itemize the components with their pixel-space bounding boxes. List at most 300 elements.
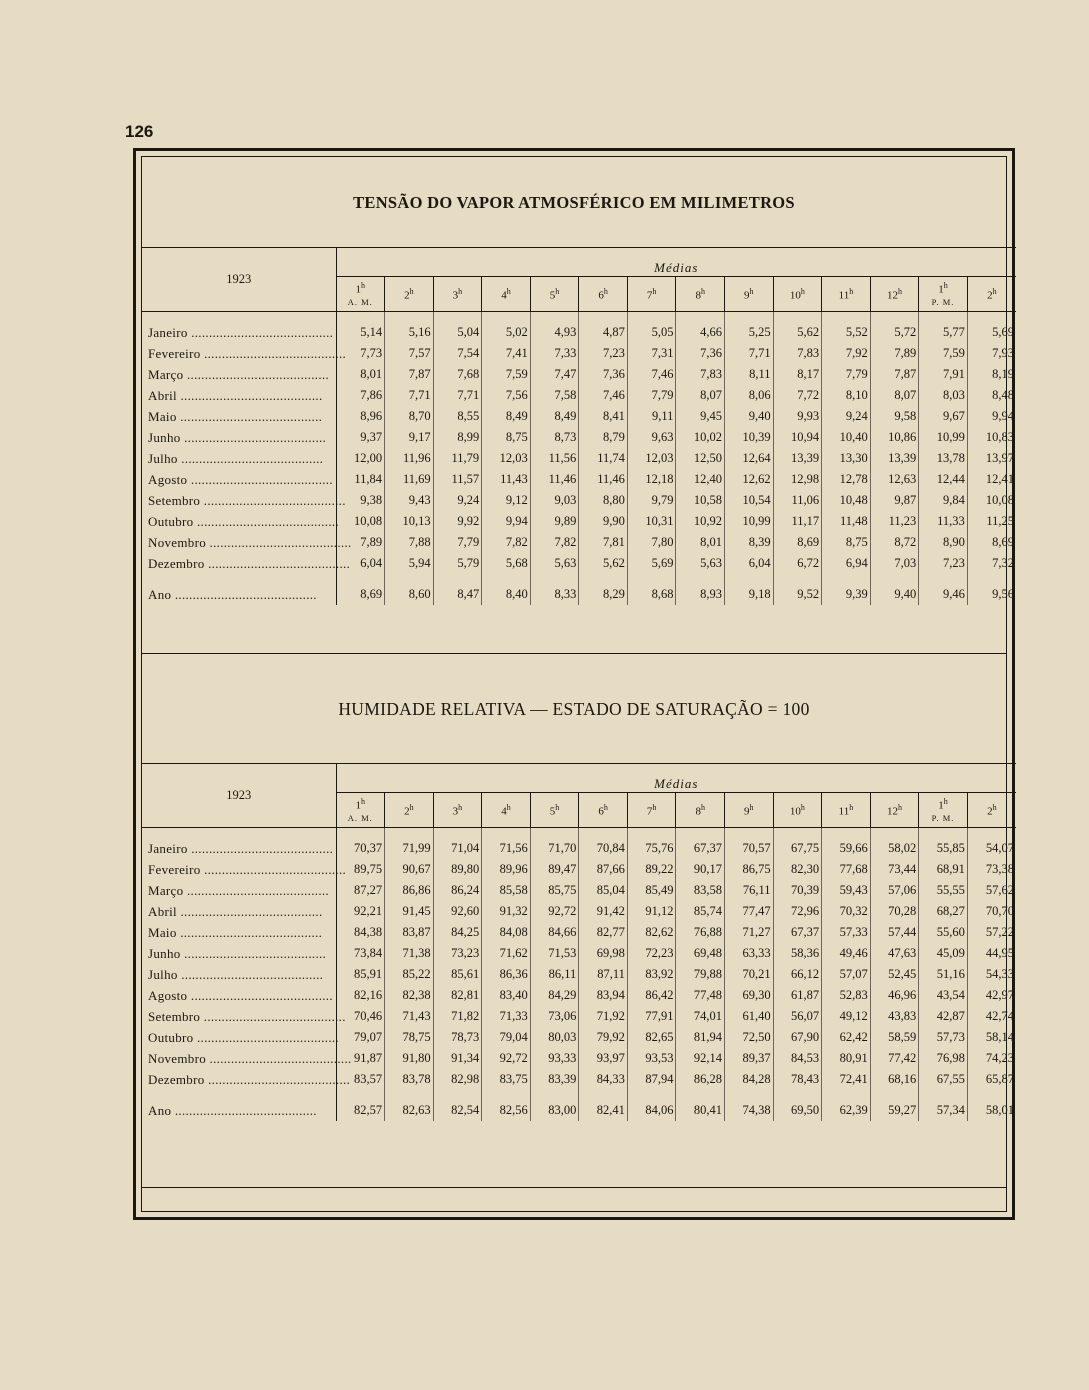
value-cell: 10,39 — [725, 427, 774, 448]
section-divider — [142, 653, 1006, 654]
value-cell: 75,76 — [627, 838, 676, 859]
value-cell: 47,63 — [870, 943, 919, 964]
page-number: 126 — [125, 122, 154, 141]
value-cell: 10,08 — [336, 511, 385, 532]
value-cell: 9,89 — [530, 511, 579, 532]
month-label — [142, 1100, 336, 1121]
leader-dots: ........................................ — [176, 924, 323, 940]
value-cell: 84,25 — [433, 922, 482, 943]
month-label — [142, 406, 336, 427]
leader-dots: ........................................ — [193, 1029, 339, 1045]
spacer-cell — [579, 1090, 628, 1100]
month-name: Janeiro — [148, 324, 188, 340]
leader-dots: ........................................ — [187, 840, 334, 856]
value-cell: 11,69 — [385, 469, 434, 490]
value-cell: 70,37 — [336, 838, 385, 859]
value-cell: 7,36 — [676, 343, 725, 364]
leader-dots: ........................................ — [171, 586, 317, 602]
month-label — [142, 1069, 351, 1090]
leader-dots: ........................................ — [187, 987, 333, 1003]
spacer-cell — [725, 574, 774, 584]
spacer-cell — [433, 1090, 482, 1100]
value-cell: 7,71 — [725, 343, 774, 364]
table-row — [142, 532, 1016, 553]
value-cell: 82,57 — [336, 1100, 385, 1121]
value-cell: 8,72 — [870, 532, 919, 553]
value-cell: 89,75 — [336, 859, 385, 880]
value-cell: 55,85 — [919, 838, 968, 859]
value-cell: 72,96 — [773, 901, 822, 922]
value-cell: 9,84 — [919, 490, 968, 511]
value-cell: 9,17 — [385, 427, 434, 448]
hour-suffix: h — [749, 287, 754, 297]
value-cell: 57,62 — [985, 883, 1015, 897]
value-cell: 84,53 — [773, 1048, 822, 1069]
value-cell: 8,93 — [676, 584, 725, 605]
value-cell: 67,90 — [773, 1027, 822, 1048]
value-cell: 10,31 — [627, 511, 676, 532]
month-label — [142, 838, 336, 859]
value-cell: 10,08 — [985, 493, 1015, 507]
month-label — [142, 985, 336, 1006]
value-cell: 61,87 — [773, 985, 822, 1006]
value-cell: 57,33 — [822, 922, 871, 943]
spacer-cell — [676, 312, 725, 323]
spacer-cell — [725, 312, 774, 323]
hour-header — [530, 793, 579, 828]
hour-suffix: h — [506, 803, 511, 813]
value-cell: 91,32 — [482, 901, 531, 922]
value-cell: 9,45 — [676, 406, 725, 427]
value-cell: 58,01 — [985, 1103, 1015, 1117]
spacer-cell — [385, 574, 434, 584]
value-cell: 8,17 — [773, 364, 822, 385]
value-cell: 92,72 — [530, 901, 579, 922]
table-row — [142, 943, 1016, 964]
value-cell: 5,77 — [919, 322, 968, 343]
value-cell: 12,50 — [676, 448, 725, 469]
month-name: Janeiro — [148, 840, 188, 856]
value-cell: 5,68 — [482, 553, 531, 574]
value-cell: 71,33 — [482, 1006, 531, 1027]
value-cell: 70,57 — [725, 838, 774, 859]
hour-number: 8 — [695, 805, 701, 818]
value-cell: 10,40 — [822, 427, 871, 448]
month-name: Abril — [148, 387, 177, 403]
spacer-cell — [919, 828, 968, 839]
value-cell: 7,57 — [385, 343, 434, 364]
value-cell: 7,58 — [530, 385, 579, 406]
hour-number: 1 — [938, 799, 944, 812]
spacer-cell — [773, 828, 822, 839]
value-cell: 8,41 — [579, 406, 628, 427]
value-cell: 6,94 — [822, 553, 871, 574]
hour-number: 1 — [355, 799, 362, 812]
value-cell: 70,46 — [336, 1006, 385, 1027]
hour-suffix: h — [749, 803, 754, 813]
value-cell: 77,42 — [870, 1048, 919, 1069]
table-row — [142, 448, 1016, 469]
spacer-row — [142, 574, 1016, 584]
hour-suffix: h — [506, 287, 511, 297]
table-frame — [133, 148, 1015, 1220]
value-cell: 5,05 — [627, 322, 676, 343]
value-cell: 5,63 — [676, 553, 725, 574]
value-cell: 87,66 — [579, 859, 628, 880]
value-cell: 5,04 — [433, 322, 482, 343]
value-cell: 7,31 — [627, 343, 676, 364]
value-cell: 7,36 — [579, 364, 628, 385]
value-cell: 7,46 — [579, 385, 628, 406]
value-cell: 5,62 — [579, 553, 628, 574]
value-cell: 10,13 — [385, 511, 434, 532]
value-cell: 8,07 — [676, 385, 725, 406]
value-cell: 8,75 — [822, 532, 871, 553]
spacer-cell — [870, 1090, 919, 1100]
value-cell: 83,92 — [627, 964, 676, 985]
value-cell: 79,92 — [579, 1027, 628, 1048]
value-cell: 8,68 — [627, 584, 676, 605]
value-cell: 44,95 — [985, 946, 1015, 960]
value-cell: 8,29 — [579, 584, 628, 605]
hour-suffix: h — [555, 803, 560, 813]
value-cell: 8,49 — [530, 406, 579, 427]
spacer-cell — [385, 312, 434, 323]
hour-header — [482, 793, 531, 828]
value-cell: 8,69 — [773, 532, 822, 553]
value-cell: 8,96 — [336, 406, 385, 427]
value-cell: 6,04 — [725, 553, 774, 574]
value-cell: 77,48 — [676, 985, 725, 1006]
leader-dots: ........................................ — [200, 1008, 346, 1024]
value-cell: 8,70 — [385, 406, 434, 427]
value-cell: 78,43 — [773, 1069, 822, 1090]
value-cell: 45,09 — [919, 943, 968, 964]
value-cell: 89,96 — [482, 859, 531, 880]
hour-number: 7 — [646, 289, 653, 302]
leader-dots: ........................................ — [183, 882, 329, 898]
value-cell: 46,96 — [870, 985, 919, 1006]
spacer-cell — [967, 312, 1016, 323]
value-cell: 84,28 — [725, 1069, 774, 1090]
month-label — [142, 964, 336, 985]
hour-number: 11 — [838, 289, 850, 302]
hour-number: 9 — [744, 289, 750, 302]
value-cell: 13,97 — [985, 451, 1015, 465]
value-cell: 73,44 — [870, 859, 919, 880]
hour-number: 12 — [886, 805, 898, 818]
spacer-cell — [336, 574, 385, 584]
value-cell: 56,07 — [773, 1006, 822, 1027]
header-row — [142, 764, 1016, 793]
value-cell: 42,74 — [985, 1009, 1015, 1023]
value-cell: 58,36 — [773, 943, 822, 964]
hour-number: 11 — [838, 805, 850, 818]
value-cell: 9,11 — [627, 406, 676, 427]
hour-suffix: h — [458, 803, 463, 813]
hour-suffix: h — [652, 287, 657, 297]
value-cell: 76,11 — [725, 880, 774, 901]
spacer-cell — [822, 574, 871, 584]
spacer-cell — [530, 574, 579, 584]
value-cell: 10,99 — [919, 427, 968, 448]
spacer-cell — [142, 1090, 336, 1100]
hour-suffix: h — [555, 287, 560, 297]
value-cell: 49,12 — [822, 1006, 871, 1027]
value-cell: 8,69 — [992, 535, 1015, 549]
value-cell: 9,90 — [579, 511, 628, 532]
spacer-cell — [967, 574, 1016, 584]
value-cell: 9,63 — [627, 427, 676, 448]
value-cell: 7,47 — [530, 364, 579, 385]
month-name: Abril — [148, 903, 177, 919]
leader-dots: ........................................ — [176, 408, 323, 424]
value-cell: 93,33 — [530, 1048, 579, 1069]
value-cell: 51,16 — [919, 964, 968, 985]
value-cell: 69,98 — [579, 943, 628, 964]
value-cell: 91,45 — [385, 901, 434, 922]
hour-header — [822, 793, 871, 828]
value-cell: 70,28 — [870, 901, 919, 922]
hour-number: 1 — [938, 283, 944, 296]
value-cell: 4,87 — [579, 322, 628, 343]
value-cell: 8,99 — [433, 427, 482, 448]
value-cell: 13,78 — [919, 448, 968, 469]
value-cell: 8,55 — [433, 406, 482, 427]
leader-dots: ........................................ — [187, 471, 333, 487]
value-cell: 92,21 — [336, 901, 385, 922]
spacer-cell — [530, 828, 579, 839]
table-row — [142, 964, 1016, 985]
value-cell: 67,75 — [773, 838, 822, 859]
spacer-cell — [579, 574, 628, 584]
value-cell: 80,41 — [676, 1100, 725, 1121]
value-cell: 85,61 — [433, 964, 482, 985]
value-cell: 8,19 — [992, 367, 1015, 381]
value-cell: 7,59 — [919, 343, 968, 364]
month-label — [142, 922, 336, 943]
value-cell: 8,07 — [870, 385, 919, 406]
value-cell: 93,53 — [627, 1048, 676, 1069]
spacer-cell — [822, 1090, 871, 1100]
value-cell: 85,58 — [482, 880, 531, 901]
spacer-cell — [725, 828, 774, 839]
hour-header — [530, 277, 579, 312]
month-label — [142, 553, 351, 574]
value-cell: 8,39 — [725, 532, 774, 553]
value-cell: 9,12 — [482, 490, 531, 511]
value-cell: 68,16 — [870, 1069, 919, 1090]
section-title: TENSÃO DO VAPOR ATMOSFÉRICO EM MILIMETROS — [353, 193, 795, 212]
hour-number: 8 — [695, 289, 701, 302]
value-cell: 82,41 — [579, 1100, 628, 1121]
value-cell: 77,47 — [725, 901, 774, 922]
value-cell: 7,73 — [336, 343, 385, 364]
value-cell: 91,34 — [433, 1048, 482, 1069]
hour-suffix: h — [700, 803, 705, 813]
value-cell: 9,52 — [773, 584, 822, 605]
month-name: Dezembro — [148, 1071, 205, 1087]
value-cell: 8,10 — [822, 385, 871, 406]
value-cell: 89,47 — [530, 859, 579, 880]
value-cell: 9,46 — [919, 584, 968, 605]
value-cell: 4,66 — [676, 322, 725, 343]
value-cell: 72,23 — [627, 943, 676, 964]
hour-period: A. M. — [347, 296, 373, 307]
table-frame-inner — [141, 156, 1015, 1212]
year-header: 1923 — [142, 248, 336, 312]
spacer-cell — [773, 1090, 822, 1100]
value-cell: 11,33 — [919, 511, 968, 532]
hour-header — [433, 793, 482, 828]
hour-suffix: h — [603, 287, 608, 297]
hour-number: 10 — [789, 289, 801, 302]
value-cell: 11,23 — [870, 511, 919, 532]
value-cell: 7,23 — [579, 343, 628, 364]
value-cell: 85,22 — [385, 964, 434, 985]
value-cell: 87,27 — [336, 880, 385, 901]
value-cell: 59,27 — [870, 1100, 919, 1121]
hour-period: A. M. — [347, 812, 373, 823]
month-label — [142, 427, 336, 448]
hour-header — [385, 793, 434, 828]
section-relative-humidity — [142, 657, 1015, 1217]
value-cell: 84,38 — [336, 922, 385, 943]
value-cell: 10,99 — [725, 511, 774, 532]
value-cell: 10,83 — [985, 430, 1015, 444]
value-cell: 12,40 — [676, 469, 725, 490]
value-cell: 85,75 — [530, 880, 579, 901]
value-cell: 86,24 — [433, 880, 482, 901]
spacer-cell — [433, 312, 482, 323]
value-cell: 10,02 — [676, 427, 725, 448]
value-cell: 5,79 — [433, 553, 482, 574]
month-label — [142, 343, 347, 364]
hour-header — [676, 277, 725, 312]
spacer-cell — [870, 574, 919, 584]
month-label — [142, 584, 336, 605]
value-cell: 90,67 — [385, 859, 434, 880]
value-cell: 82,65 — [627, 1027, 676, 1048]
value-cell: 70,84 — [579, 838, 628, 859]
value-cell: 12,62 — [725, 469, 774, 490]
hour-header — [725, 793, 774, 828]
spacer-cell — [870, 312, 919, 323]
value-cell: 43,54 — [919, 985, 968, 1006]
value-cell: 62,42 — [822, 1027, 871, 1048]
value-cell: 12,00 — [336, 448, 385, 469]
spacer-cell — [579, 312, 628, 323]
leader-dots: ........................................ — [176, 903, 323, 919]
value-cell: 71,53 — [530, 943, 579, 964]
value-cell: 5,14 — [336, 322, 385, 343]
month-name: Julho — [148, 450, 178, 466]
section-title: HUMIDADE RELATIVA — ESTADO DE SATURAÇÃO = 100 — [338, 699, 810, 719]
hour-number: 10 — [789, 805, 801, 818]
value-cell: 9,94 — [992, 409, 1015, 423]
spacer-cell — [336, 1090, 385, 1100]
table-row — [142, 343, 1016, 364]
leader-dots: ........................................ — [180, 945, 327, 961]
value-cell: 71,70 — [530, 838, 579, 859]
value-cell: 82,54 — [433, 1100, 482, 1121]
value-cell: 71,56 — [482, 838, 531, 859]
table-row — [142, 1100, 1016, 1121]
medias-header: Médias — [336, 764, 1016, 793]
spacer-cell — [142, 312, 336, 323]
hour-suffix: h — [361, 281, 366, 291]
value-cell: 7,56 — [482, 385, 531, 406]
hour-number: 4 — [501, 805, 507, 818]
value-cell: 12,78 — [822, 469, 871, 490]
value-cell: 70,70 — [985, 904, 1015, 918]
value-cell: 11,56 — [530, 448, 579, 469]
value-cell: 80,91 — [822, 1048, 871, 1069]
table-row — [142, 922, 1016, 943]
value-cell: 8,73 — [530, 427, 579, 448]
value-cell: 82,56 — [482, 1100, 531, 1121]
value-cell: 72,50 — [725, 1027, 774, 1048]
spacer-row — [142, 1090, 1016, 1100]
value-cell: 12,03 — [627, 448, 676, 469]
value-cell: 5,72 — [870, 322, 919, 343]
value-cell: 86,75 — [725, 859, 774, 880]
table-row — [142, 490, 1016, 511]
value-cell: 9,43 — [385, 490, 434, 511]
value-cell: 71,62 — [482, 943, 531, 964]
value-cell: 83,75 — [482, 1069, 531, 1090]
value-cell: 8,01 — [676, 532, 725, 553]
spacer-cell — [336, 312, 385, 323]
value-cell: 9,37 — [336, 427, 385, 448]
value-cell: 62,39 — [822, 1100, 871, 1121]
value-cell: 9,24 — [822, 406, 871, 427]
hour-number: 12 — [886, 289, 898, 302]
value-cell: 5,63 — [530, 553, 579, 574]
hour-header — [579, 277, 628, 312]
table-row — [142, 1006, 1016, 1027]
value-cell: 91,87 — [336, 1048, 385, 1069]
value-cell: 58,02 — [870, 838, 919, 859]
value-cell: 82,30 — [773, 859, 822, 880]
month-label — [142, 511, 339, 532]
table-row — [142, 901, 1016, 922]
value-cell: 7,59 — [482, 364, 531, 385]
value-cell: 12,03 — [482, 448, 531, 469]
hour-number: 2 — [404, 289, 410, 302]
spacer-cell — [385, 828, 434, 839]
value-cell: 49,46 — [822, 943, 871, 964]
table-row — [142, 880, 1016, 901]
value-cell: 7,72 — [773, 385, 822, 406]
month-label — [142, 880, 336, 901]
value-cell: 82,38 — [385, 985, 434, 1006]
value-cell: 7,23 — [919, 553, 968, 574]
value-cell: 7,87 — [870, 364, 919, 385]
table-row — [142, 469, 1016, 490]
leader-dots: ........................................ — [183, 366, 329, 382]
value-cell: 12,98 — [773, 469, 822, 490]
hour-number: 1 — [355, 283, 362, 296]
hour-suffix: h — [897, 803, 902, 813]
hour-number: 6 — [598, 289, 604, 302]
month-name: Março — [148, 366, 184, 382]
hour-suffix: h — [849, 803, 854, 813]
spacer-cell — [336, 828, 385, 839]
month-label — [142, 469, 336, 490]
leader-dots: ........................................ — [204, 555, 351, 571]
hour-suffix: h — [943, 281, 948, 291]
